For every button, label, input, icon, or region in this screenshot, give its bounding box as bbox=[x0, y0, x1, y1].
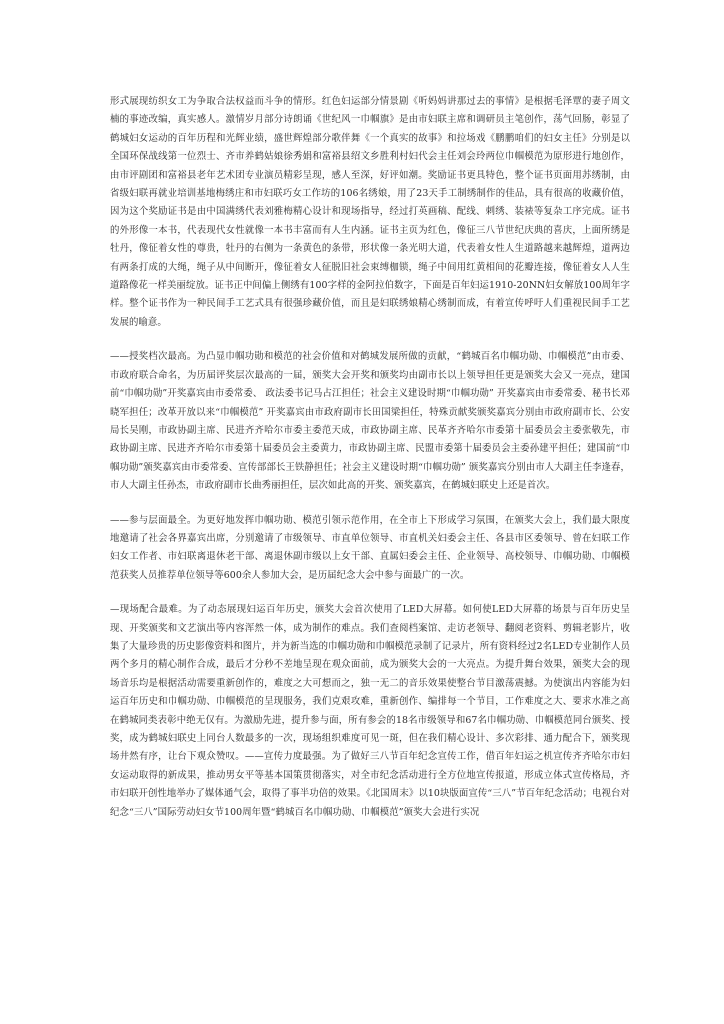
document-page bbox=[110, 93, 630, 822]
paragraph-award-level: ——授奖档次最高。为凸显巾帼功勋和模范的社会价值和对鹤城发展所做的贡献，“鹤城百名巾帼功勋、巾帼模范”由市委、市政府联合命名，为历届评奖层次最高的一届，颁奖大会开奖和颁奖均由副市长以上领导担任更是颁奖大会又一亮点，建国前“巾帼功勋”开奖嘉宾由市委常委、 政法委书记马占江担任；社会主义建设时期“巾帼功勋” 开奖嘉宾由市委常委、秘书长邓晓军担任；改革开放以来“巾帼模范” 开奖嘉宾由市政府副市长田国梁担任，特殊贡献奖颁奖嘉宾分别由市政府副市长、公安局长吴刚，市政协副主席、民进齐齐哈尔市委主委范天成，市政协副主席、民革齐齐哈尔市委第十届委员会主委张敬先，市政协副主席、民进齐齐哈尔市委第十届委员会主委黄力，市政协副主席、民盟市委第十届委员会主委孙建平担任；建国前“巾帼功勋”颁奖嘉宾由市委常委、宣传部部长王铁静担任；社会主义建设时期“巾帼功勋” 颁奖嘉宾分别由市人大副主任李逢春，市人大副主任孙杰，市政府副市长曲秀丽担任，层次如此高的开奖、颁奖嘉宾，在鹤城妇联史上还是首次。 bbox=[110, 351, 630, 492]
paragraph-onsite-coordination: —现场配合最难。为了动态展现妇运百年历史，颁奖大会首次使用了LED大屏幕。如何使LED大屏幕的场景与百年历史呈现、开奖颁奖和文艺演出等内容浑然一体，成为制作的难点。我们查阅档案馆、走访老领导、翻阅老资料、剪辑老影片，收集了大量珍贵的历史影像资料和图片，并为新当选的巾帼功勋和巾帼模范录制了记录片，所有资料经过2名LED专业制作人员两个多月的精心制作合成，最后才分秒不差地呈现在观众面前，成为颁奖大会的一大亮点。为提升舞台效果，颁奖大会的现场音乐均是根据活动需要重新创作的，难度之大可想而之，独一无二的音乐效果使整台节目激荡震撼。为使演出内容能为妇运百年历史和巾帼功勋、巾帼模范的呈现服务，我们克艰攻难，重新创作、编排每一个节目，工作难度之大、要求水准之高在鹤城同类表彰中绝无仅有。为激励先进，提升参与面，所有参会的18名市级领导和67名巾帼功勋、巾帼模范同台颁奖、授奖，成为鹤城妇联史上同台人数最多的一次，现场组织难度可见一斑，但在我们精心设计、多次彩排、通力配合下，颁奖现场井然有序，让台下观众赞叹。——宣传力度最强。为了做好三八节百年纪念宣传工作，借百年妇运之机宣传齐齐哈尔市妇女运动取得的新成果，推动男女平等基本国策贯彻落实，对全市纪念活动进行全方位地宣传报道，形成立体式宣传格局，齐市妇联开创性地举办了媒体通气会，取得了事半功倍的效果。《北国周末》以10块版面宣传“三八”节百年纪念活动；电视台对纪念“三八”国际劳动妇女节100周年暨“鹤城百名巾帼功勋、巾帼模范”颁奖大会进行实况 bbox=[110, 604, 630, 818]
paragraph-certificate-design: 形式展现纺织女工为争取合法权益而斗争的情形。红色妇运部分情景剧《听妈妈讲那过去的事情》是根据毛泽覃的妻子周文楠的事迹改编，真实感人。激情岁月部分诗朗诵《世纪风一巾帼旗》是由市妇联主席和调研员主笔创作，荡气回肠，彰显了鹤城妇女运动的百年历程和光辉业绩，盛世辉煌部分歌伴舞《一个真实的故事》和拉场戏《鹏鹏咱们的妇女主任》分别是以全国环保战线第一位烈士、齐市养鹤姑娘徐秀娟和富裕县绍文乡胜利村妇代会主任刘会玲两位巾帼模范为原形进行地创作，由市评剧团和富裕县老年艺术团专业演员精彩呈现，感人至深，好评如潮。奖励证书更具特色，整个证书页面用苏绣制，由省级妇联再就业培训基地梅绣庄和市妇联巧女工作坊的106名绣娘，用了23天手工制绣制作的佳品，具有很高的收藏价值，因为这个奖励证书是由中国满绣代表刘雅梅精心设计和现场指导，经过打英画稿、配线、刺绣、装裱等复杂工序完成。证书的外形像一本书，代表现代女性就像一本书丰富而有人生内涵。证书主页为红色，像征三八节世纪庆典的喜庆，上面所绣是牡丹，像征着女性的尊贵，牡丹的右侧为一条黄色的条带，形状像一条光明大道，代表着女性人生道路越来越辉煌，道两边有两条打成的大绳，绳子从中间断开，像征着女人征脱旧社会束缚枷锁，绳子中间用红黄相间的花瓣连接，像征着女人人生道路像花一样美丽绽放。证书正中间偏上侧绣有100字样的金阿拉伯数字，下面是百年妇运1910-20NN妇女解放100周年字样。整个证书作为一种民间手工艺式具有很强珍藏价值，而且是妇联绣娘精心绣制而成，有着宣传呼吁人们重视民间手工艺发展的喻意。 bbox=[110, 96, 630, 328]
paragraph-participation: ——参与层面最全。为更好地发挥巾帼功勋、模范引领示范作用，在全市上下形成学习氛围，在颁奖大会上，我们最大限度地邀请了社会各界嘉宾出席，分别邀请了市级领导、市直单位领导、市直机关妇委会主任、各县市区委领导、曾在妇联工作妇女工作者、市妇联离退休老干部、离退休副市级以上女干部、直属妇委会主任、企业领导、高校领导、巾帼功勋、巾帼模范获奖人员推荐单位领导等600余人参加大会，是历届纪念大会中参与面最广的一次。 bbox=[110, 514, 630, 581]
